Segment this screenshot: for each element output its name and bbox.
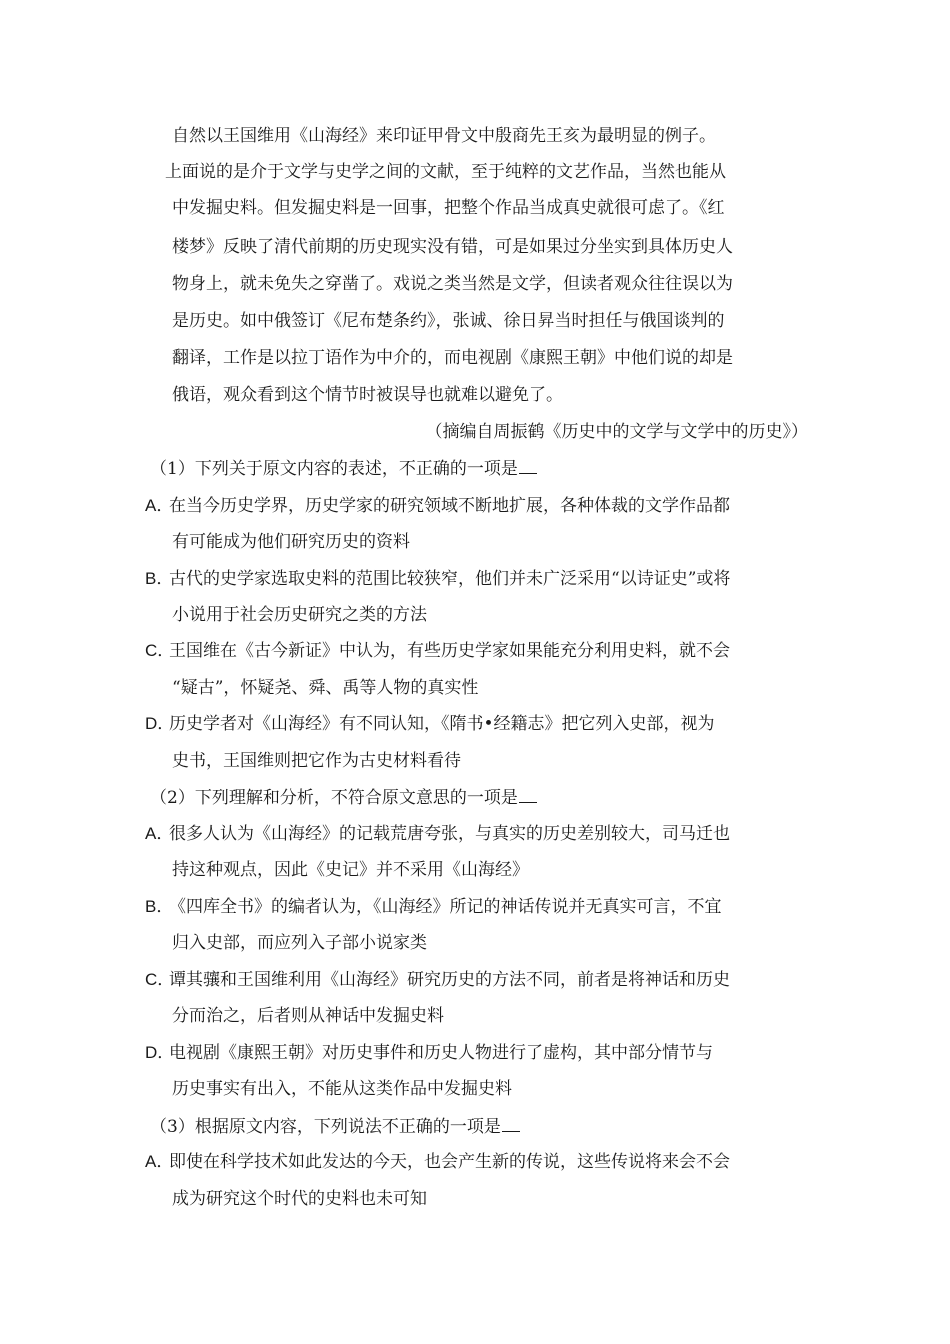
passage-line: 俄语，观众看到这个情节时被误导也就难以避免了。 [172,385,563,405]
option-letter: A． [145,824,174,843]
option-c: C．谭其骧和王国维利用《山海经》研究历史的方法不同，前者是将神话和历史 [145,970,730,990]
option-b: B．《四库全书》的编者认为，《山海经》所记的神话传说并无真实可言，不宜 [145,897,722,917]
passage-line: 中发掘史料。但发掘史料是一回事，把整个作品当成真史就很可虑了。《红 [172,198,725,218]
option-c-cont: “疑古”，怀疑尧、舜、禹等人物的真实性 [172,678,479,698]
option-a: A．很多人认为《山海经》的记载荒唐夸张，与真实的历史差别较大，司马迁也 [145,824,730,844]
option-b-cont: 归入史部，而应列入子部小说家类 [172,933,427,953]
option-letter: D． [145,714,175,733]
question-stem: （1）下列关于原文内容的表述，不正确的一项是 [150,457,537,480]
option-a-cont: 持这种观点，因此《史记》并不采用《山海经》 [172,860,529,880]
passage-line: 上面说的是介于文学与史学之间的文献，至于纯粹的文艺作品，当然也能从 [165,162,726,182]
option-a: A．在当今历史学界，历史学家的研究领域不断地扩展，各种体裁的文学作品都 [145,496,730,516]
option-a: A．即使在科学技术如此发达的今天，也会产生新的传说，这些传说将来会不会 [145,1152,730,1172]
passage-source: （摘编自周振鹤《历史中的文学与文学中的历史》） [425,422,808,442]
answer-blank [519,786,537,803]
option-b: B．古代的史学家选取史料的范围比较狭窄，他们并未广泛采用“以诗证史”或将 [145,569,731,589]
question-stem: （3）根据原文内容，下列说法不正确的一项是 [150,1115,520,1138]
question-stem: （2）下列理解和分析，不符合原文意思的一项是 [150,786,537,809]
option-a-cont: 有可能成为他们研究历史的资料 [172,532,410,552]
option-letter: A． [145,496,174,515]
passage-line: 自然以王国维用《山海经》来印证甲骨文中殷商先王亥为最明显的例子。 [172,126,716,146]
passage-line: 楼梦》反映了清代前期的历史现实没有错，可是如果过分坐实到具体历史人 [172,237,733,257]
option-letter: C． [145,970,175,989]
option-letter: D． [145,1043,175,1062]
option-a-cont: 成为研究这个时代的史料也未可知 [172,1189,427,1209]
option-c: C．王国维在《古今新证》中认为，有些历史学家如果能充分利用史料，就不会 [145,641,730,661]
answer-blank [502,1115,520,1132]
option-d: D．电视剧《康熙王朝》对历史事件和历史人物进行了虚构，其中部分情节与 [145,1043,713,1063]
option-letter: C． [145,641,175,660]
passage-line: 翻译，工作是以拉丁语作为中介的，而电视剧《康熙王朝》中他们说的却是 [172,348,733,368]
passage-line: 物身上，就未免失之穿凿了。戏说之类当然是文学，但读者观众往往误以为 [172,274,733,294]
option-d-cont: 史书，王国维则把它作为古史材料看待 [172,751,461,771]
option-c-cont: 分而治之，后者则从神话中发掘史料 [172,1006,444,1026]
passage-line: 是历史。如中俄签订《尼布楚条约》，张诚、徐日昇当时担任与俄国谈判的 [172,311,725,331]
answer-blank [519,457,537,474]
option-d-cont: 历史事实有出入，不能从这类作品中发掘史料 [172,1079,512,1099]
option-letter: B． [145,569,174,588]
option-letter: B． [145,897,174,916]
option-letter: A． [145,1152,174,1171]
option-d: D．历史学者对《山海经》有不同认知，《隋书•经籍志》把它列入史部，视为 [145,714,715,734]
option-b-cont: 小说用于社会历史研究之类的方法 [172,605,427,625]
